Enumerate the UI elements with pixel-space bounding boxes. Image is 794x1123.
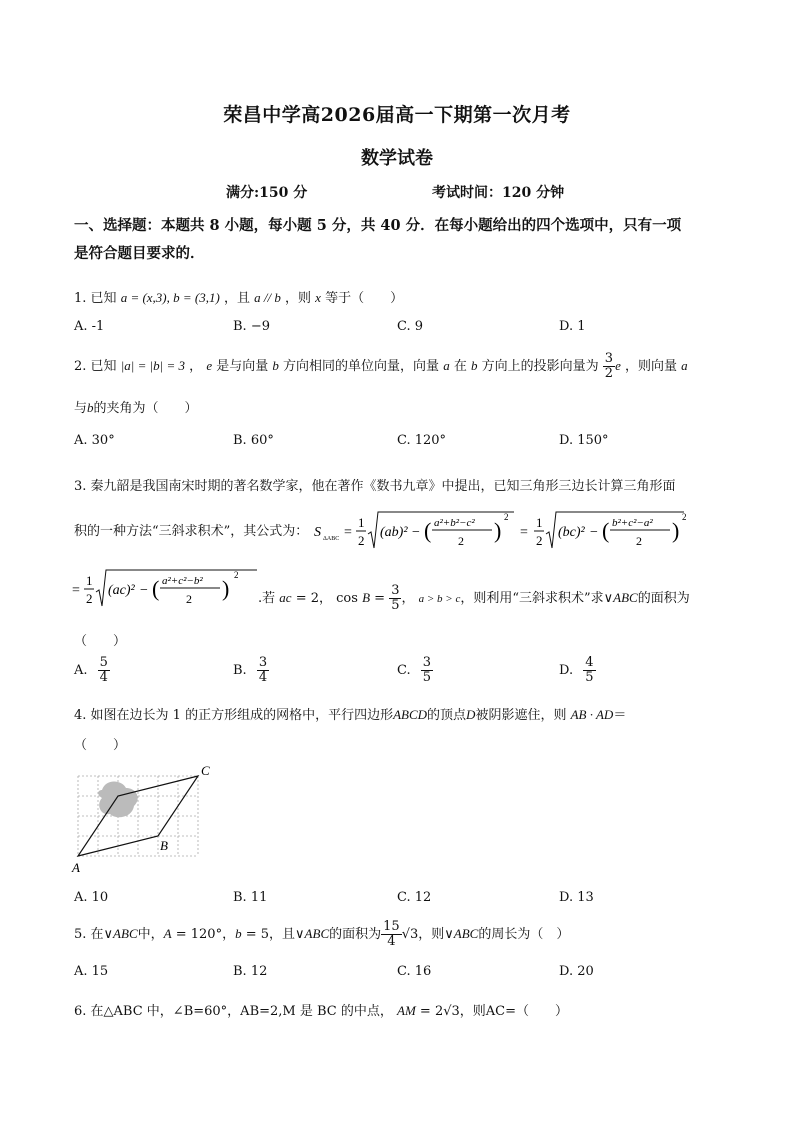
- q3-line3: .若 ac = 2， cos B = $\frac{3}{5}$ ， a > b > c，则利用“三斜求积术”求∨ABC的面积为: [258, 583, 690, 613]
- q3-cosb-frac: $\frac{3}{5}$: [391, 583, 400, 613]
- page-subtitle: 数学试卷: [361, 148, 433, 169]
- q5-option-d[interactable]: D. 20: [559, 964, 594, 979]
- q3-line4: （ ）: [74, 634, 127, 649]
- q2-frac: $\frac{3}{2}$: [604, 351, 614, 381]
- q4-line2: （ ）: [74, 738, 127, 753]
- q2-var-e: e: [206, 358, 213, 373]
- q5-stem-d: ，且: [269, 927, 296, 942]
- question-6: 6. 在△ABC 中，∠B=60°，AB=2,M 是 BC 的中点， AM = 2√3，则AC=（ ）: [74, 1003, 569, 1019]
- q3-formula-svg-2: [72, 566, 262, 612]
- svg-text:1: 1: [536, 515, 543, 530]
- q2-math-1: |a| = |b| = 3: [120, 358, 186, 373]
- q3-formula-1: [314, 508, 694, 558]
- q1-math-vectors: a = (x,3), b = (3,1): [120, 290, 220, 305]
- question-1: [74, 287, 403, 306]
- q4-line1: 4. 如图在边长为 1 的正方形组成的网格中，平行四边形ABCD的顶点D被阴影遮住，则 AB · AD＝: [74, 707, 627, 723]
- q2-option-b[interactable]: B. 60°: [233, 433, 274, 448]
- svg-text:(ac)²: (ac)²: [108, 583, 135, 598]
- svg-text:2: 2: [536, 533, 543, 548]
- q3-option-c-label: C.: [397, 663, 411, 678]
- svg-text:b²+c²−a²: b²+c²−a²: [612, 517, 653, 529]
- q3-option-d-label: D.: [559, 663, 574, 678]
- q3-option-c[interactable]: [397, 656, 433, 685]
- q1-var: x: [315, 290, 321, 305]
- q2-var-b: b: [272, 358, 279, 373]
- q2-var-a: a: [443, 358, 450, 373]
- svg-text:2: 2: [504, 512, 509, 522]
- q3-option-b-label: B.: [233, 663, 247, 678]
- q5-stem-a: 5. 在: [74, 927, 104, 942]
- q2-stem-f: 方向上的投影向量为: [481, 359, 599, 374]
- label-C: C: [201, 763, 210, 778]
- svg-text:): ): [494, 518, 502, 543]
- q1-option-b[interactable]: B. −9: [233, 319, 270, 334]
- q4-line1-b: 的顶点: [427, 708, 467, 723]
- q2-stem-a: 2. 已知: [74, 359, 117, 374]
- q5-stem-f: ，则: [418, 927, 445, 942]
- svg-text:(bc)²: (bc)²: [558, 525, 585, 540]
- q1-option-d[interactable]: D. 1: [559, 319, 586, 334]
- q4-option-b[interactable]: B. 11: [233, 890, 268, 905]
- q2-stem-g: ，则向量: [625, 359, 678, 374]
- q6-stem-b: ，则AC=（ ）: [459, 1004, 569, 1019]
- q4-option-d[interactable]: D. 13: [559, 890, 594, 905]
- q5-option-b[interactable]: B. 12: [233, 964, 268, 979]
- svg-text:−: −: [590, 525, 598, 540]
- svg-text:(: (: [424, 518, 432, 543]
- q2-stem-d: 方向相同的单位向量，向量: [283, 359, 440, 374]
- shadow-blob: [98, 782, 137, 818]
- question-2: 2. 已知 |a| = |b| = 3 ， e 是与向量 b 方向相同的单位向量，向量 a 在 b 方向上的投影向量为 $\frac{3}{2}$ e ，则向量 a: [74, 351, 688, 381]
- section-heading-line1: 一、选择题：本题共 8 小题，每小题 5 分，共 40 分．在每小题给出的四个选项中，只有一项: [74, 217, 682, 234]
- q3-option-c-num: 3: [422, 655, 432, 670]
- q3-line3-a: .若: [258, 591, 276, 606]
- page-title: 荣昌中学高2026届高一下期第一次月考: [223, 104, 571, 126]
- svg-text:2: 2: [186, 592, 192, 606]
- q5-stem-g: 的周长为（ ）: [478, 927, 570, 942]
- q1-math-parallel: a // b: [254, 290, 281, 305]
- svg-text:=: =: [72, 583, 80, 598]
- svg-text:): ): [672, 518, 680, 543]
- svg-text:(: (: [602, 518, 610, 543]
- q3-line3-d: ，则利用“三斜求积术”求: [460, 591, 604, 606]
- q1-option-a[interactable]: A. -1: [74, 319, 105, 334]
- q5-option-c[interactable]: C. 16: [397, 964, 432, 979]
- q3-option-c-den: 5: [422, 670, 432, 685]
- svg-text:): ): [222, 576, 230, 601]
- q2-line2-a: 与: [74, 401, 88, 416]
- q3-line3-b: ，: [319, 591, 333, 606]
- q3-option-b[interactable]: [233, 656, 269, 685]
- svg-text:2: 2: [682, 512, 687, 522]
- svg-text:(: (: [152, 576, 160, 601]
- q2-option-a[interactable]: A. 30°: [74, 433, 115, 448]
- q3-option-a[interactable]: [74, 656, 110, 685]
- svg-text:a²+c²−b²: a²+c²−b²: [162, 575, 203, 587]
- q4-option-c[interactable]: C. 12: [397, 890, 432, 905]
- q3-option-b-num: 3: [258, 655, 268, 670]
- q3-option-d-num: 4: [585, 655, 594, 670]
- q3-line3-c: ，: [401, 591, 415, 606]
- section-heading-line2: 是符合题目要求的．: [74, 245, 205, 262]
- q1-stem-d: 等于（ ）: [325, 291, 404, 306]
- svg-text:a²+b²−c²: a²+b²−c²: [434, 517, 475, 529]
- q3-option-d-den: 5: [585, 670, 594, 685]
- q5-stem-b: 中，: [137, 927, 164, 942]
- q5-stem-e: 的面积为: [329, 927, 382, 942]
- q2-option-d[interactable]: D. 150°: [559, 433, 609, 448]
- q3-option-d[interactable]: [559, 656, 596, 685]
- q4-grid-figure: [70, 760, 220, 878]
- svg-text:2: 2: [458, 534, 464, 548]
- q4-figure: [70, 760, 220, 882]
- svg-text:2: 2: [636, 534, 642, 548]
- label-B: B: [160, 838, 168, 853]
- q2-var-b2: b: [471, 358, 478, 373]
- q4-line1-d: ＝: [613, 708, 627, 723]
- q2-line2: 与b的夹角为（ ）: [74, 400, 198, 416]
- label-A: A: [72, 860, 80, 875]
- question-5: 5. 在∨ABC中，A = 120°，b = 5，且∨ABC的面积为 $\frac{15}{4}$ √3，则∨ABC的周长为（ ）: [74, 919, 570, 949]
- svg-text:ΔABC: ΔABC: [323, 536, 340, 542]
- q3-line3-e: 的面积为: [637, 591, 690, 606]
- q2-stem-b: ，: [189, 359, 203, 374]
- q4-line1-c: 被阴影遮住，则: [475, 708, 567, 723]
- q1-option-c[interactable]: C. 9: [397, 319, 424, 334]
- q1-stem-b: ，且: [223, 291, 250, 306]
- q2-option-c[interactable]: C. 120°: [397, 433, 447, 448]
- q2-line2-b: 的夹角为（ ）: [93, 401, 198, 416]
- q4-option-a[interactable]: A. 10: [74, 890, 109, 905]
- q3-formula-2: [72, 566, 262, 616]
- q6-stem: 6. 在△ABC 中，∠B=60°，AB=2,M 是 BC 的中点，: [74, 1004, 393, 1019]
- q1-stem-a: 1. 已知: [74, 291, 117, 306]
- svg-text:1: 1: [358, 515, 365, 530]
- q2-stem-c: 是与向量: [216, 359, 269, 374]
- q2-stem-e: 在: [453, 359, 467, 374]
- q5-stem-c: ，: [222, 927, 236, 942]
- q1-stem-c: ，则: [285, 291, 312, 306]
- svg-text:(ab)²: (ab)²: [380, 525, 408, 540]
- svg-text:2: 2: [358, 533, 365, 548]
- q3-option-a-num: 5: [99, 655, 108, 670]
- q3-option-a-label: A.: [74, 663, 88, 678]
- q3-line2-text: 积的一种方法“三斜求积术”，其公式为：: [74, 524, 309, 539]
- exam-time: 考试时间：120 分钟: [432, 185, 565, 201]
- q3-option-a-den: 4: [99, 670, 108, 685]
- svg-text:2: 2: [86, 591, 93, 606]
- svg-text:=: =: [344, 525, 352, 540]
- svg-text:−: −: [412, 525, 420, 540]
- svg-text:2: 2: [234, 570, 239, 580]
- q4-line1-a: 4. 如图在边长为 1 的正方形组成的网格中，平行四边形: [74, 708, 394, 723]
- svg-text:−: −: [140, 583, 148, 598]
- q5-option-a[interactable]: A. 15: [74, 964, 109, 979]
- q3-line2: [74, 520, 308, 539]
- svg-text:S: S: [314, 525, 321, 540]
- svg-text:=: =: [520, 525, 528, 540]
- q3-formula-svg-1: [314, 508, 694, 554]
- svg-text:1: 1: [86, 573, 93, 588]
- q3-line1: 3. 秦九韶是我国南宋时期的著名数学家，他在著作《数书九章》中提出，已知三角形三边长计算三角形面: [74, 479, 676, 494]
- q3-option-b-den: 4: [258, 670, 268, 685]
- full-score: 满分:150 分: [226, 185, 308, 201]
